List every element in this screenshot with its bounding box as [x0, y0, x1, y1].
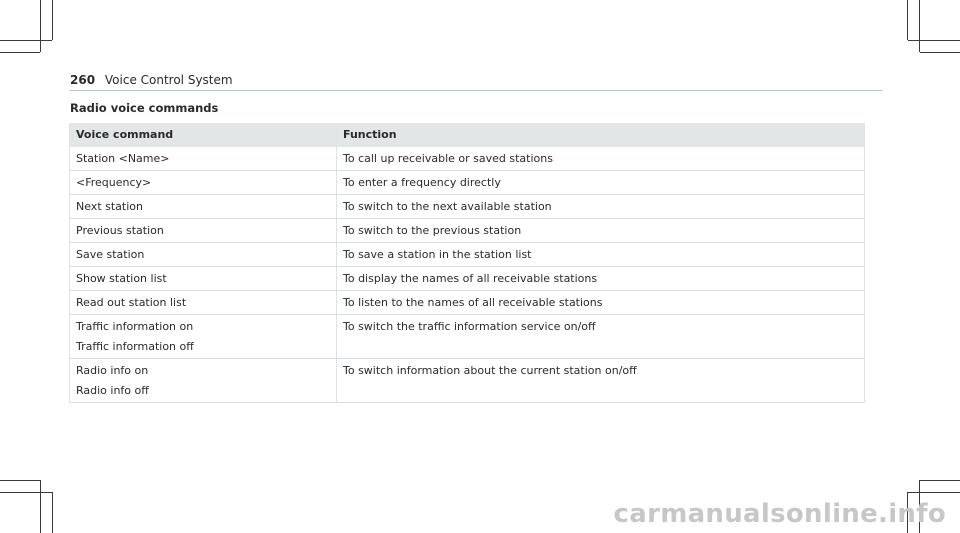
- function-text: To switch to the next available station: [343, 200, 552, 213]
- function-cell: [337, 171, 865, 195]
- function-text: To call up receivable or saved stations: [343, 152, 553, 165]
- function-text: To display the names of all receivable stations: [343, 272, 598, 285]
- voice-commands-table: [69, 123, 865, 403]
- voice-command-text: Radio info off: [76, 384, 149, 397]
- crop-mark: [908, 40, 960, 41]
- voice-command-cell: [70, 291, 337, 315]
- voice-command-text: Next station: [76, 200, 143, 213]
- function-text: To switch to the previous station: [343, 224, 522, 237]
- function-cell: [337, 291, 865, 315]
- header-divider: [70, 90, 882, 91]
- section-title: Radio voice commands: [70, 101, 219, 115]
- voice-command-cell: [70, 171, 337, 195]
- column-header-voice-command: Voice command: [70, 123, 337, 147]
- table-row: [70, 315, 865, 359]
- function-cell: [337, 243, 865, 267]
- function-cell: [337, 195, 865, 219]
- function-text: To enter a frequency directly: [343, 176, 501, 189]
- voice-command-text: Traffic information on: [76, 320, 194, 333]
- crop-mark: [919, 0, 920, 52]
- voice-command-text: <Frequency>: [76, 176, 152, 189]
- table-row: [70, 267, 865, 291]
- voice-command-text: Save station: [76, 248, 145, 261]
- table-body: [70, 147, 865, 403]
- crop-mark: [52, 0, 53, 40]
- voice-command-cell: [70, 195, 337, 219]
- function-text: To switch the traffic information service on/off: [343, 320, 596, 333]
- function-text: To switch information about the current station on/off: [343, 364, 637, 377]
- voice-command-text: Radio info on: [76, 364, 149, 377]
- function-text: To listen to the names of all receivable stations: [343, 296, 603, 309]
- table-row: [70, 195, 865, 219]
- voice-command-cell: [70, 359, 337, 403]
- function-cell: [337, 359, 865, 403]
- crop-mark: [920, 52, 960, 53]
- page-header: [70, 72, 233, 88]
- crop-mark: [908, 492, 960, 493]
- function-cell: [337, 267, 865, 291]
- watermark: carmanualsonline.info: [613, 499, 946, 529]
- table-row: [70, 219, 865, 243]
- voice-command-cell: [70, 315, 337, 359]
- voice-command-cell: [70, 147, 337, 171]
- crop-mark: [920, 480, 960, 481]
- column-header-function: Function: [337, 123, 865, 147]
- table-row: [70, 243, 865, 267]
- crop-mark: [40, 480, 41, 533]
- voice-command-text: Read out station list: [76, 296, 187, 309]
- crop-mark: [0, 52, 40, 53]
- crop-mark: [52, 492, 53, 533]
- voice-command-text: Previous station: [76, 224, 164, 237]
- table-row: [70, 171, 865, 195]
- crop-mark: [907, 0, 908, 40]
- function-cell: [337, 315, 865, 359]
- table-header-row: [70, 123, 865, 147]
- voice-command-cell: [70, 219, 337, 243]
- crop-mark: [0, 492, 52, 493]
- table-row: [70, 359, 865, 403]
- function-text: To save a station in the station list: [343, 248, 532, 261]
- function-cell: [337, 219, 865, 243]
- table-row: [70, 147, 865, 171]
- crop-mark: [0, 40, 52, 41]
- voice-command-cell: [70, 267, 337, 291]
- voice-command-text: Traffic information off: [76, 340, 194, 353]
- table-row: [70, 291, 865, 315]
- voice-command-cell: [70, 243, 337, 267]
- crop-mark: [0, 480, 40, 481]
- page-number: 260: [70, 73, 96, 87]
- voice-command-text: Station <Name>: [76, 152, 170, 165]
- function-cell: [337, 147, 865, 171]
- voice-command-text: Show station list: [76, 272, 167, 285]
- chapter-title: Voice Control System: [104, 73, 233, 87]
- crop-mark: [40, 0, 41, 52]
